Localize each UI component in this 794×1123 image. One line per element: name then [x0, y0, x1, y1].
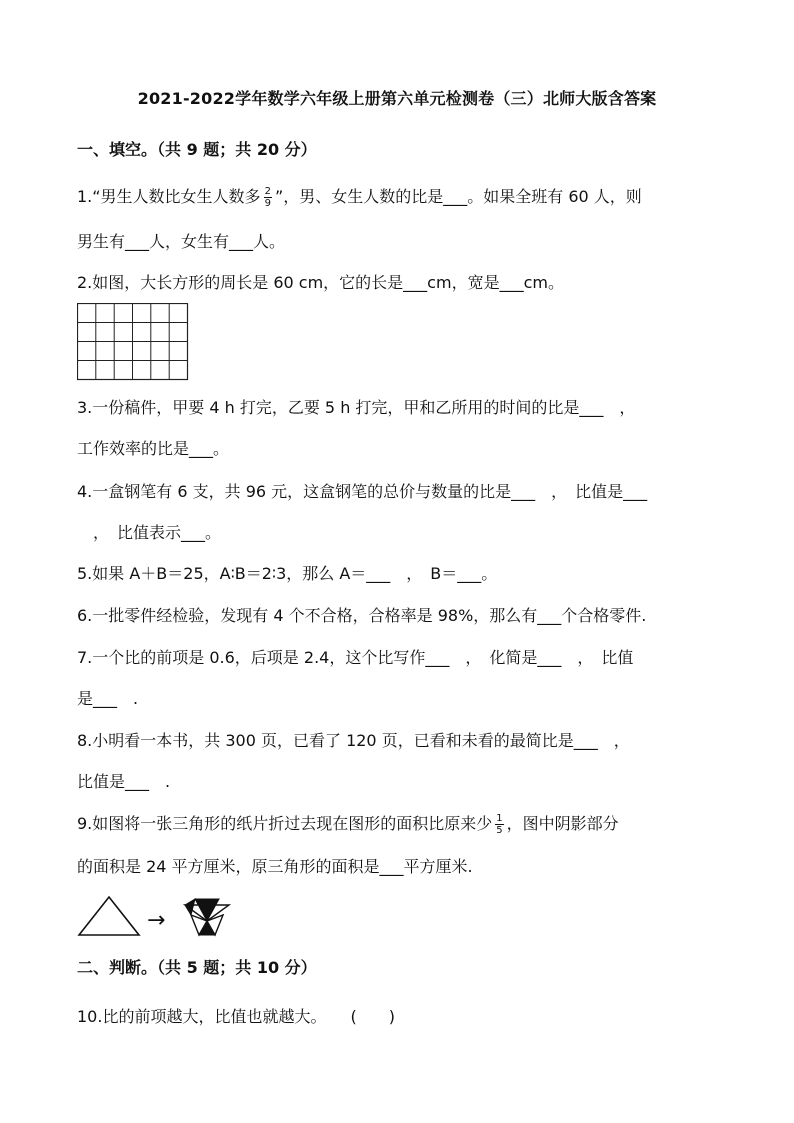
question-1-text-pre: 1.“男生人数比女生人数多 [77, 187, 261, 206]
question-9-text-pre: 9.如图将一张三角形的纸片折过去现在图形的面积比原来少 [77, 814, 493, 833]
triangle-fold-figure [77, 893, 237, 939]
question-9-line-2: 的面积是 24 平方厘米，原三角形的面积是___平方厘米. [77, 857, 473, 876]
question-6: 6.一批零件经检验，发现有 4 个不合格，合格率是 98%，那么有___个合格零件. [77, 606, 647, 625]
question-1-line-2: 男生有___人，女生有___人。 [77, 232, 286, 251]
question-2: 2.如图，大长方形的周长是 60 cm，它的长是___cm，宽是___cm。 [77, 273, 564, 292]
fraction-2-9 [264, 186, 272, 209]
fraction-numerator: 1 [496, 813, 503, 824]
fraction-numerator: 2 [264, 186, 271, 197]
question-1-line-1 [77, 184, 642, 209]
section-heading-judgement: 二、判断。（共 5 题；共 10 分） [77, 958, 317, 977]
question-10: 10.比的前项越大，比值也就越大。 ( ) [77, 1007, 395, 1026]
rectangle-grid-figure [77, 303, 189, 381]
question-8-line-1: 8.小明看一本书，共 300 页，已看了 120 页，已看和未看的最简比是___ ， [77, 731, 630, 750]
fraction-1-5 [495, 813, 503, 836]
question-5: 5.如果 A＋B＝25，A∶B＝2∶3，那么 A＝___ ， B＝___。 [77, 564, 498, 583]
question-7-line-1: 7.一个比的前项是 0.6，后项是 2.4，这个比写作___ ， 化简是___ ， 比值 [77, 648, 634, 667]
question-1-text-post: ”，男、女生人数的比是___。如果全班有 60 人，则 [274, 187, 642, 206]
question-8-line-2: 比值是___ . [77, 772, 171, 791]
original-triangle-shape [79, 897, 139, 935]
question-4-line-2: ， 比值表示___。 [77, 523, 222, 542]
fraction-denominator: 5 [496, 825, 503, 836]
section-heading-fill-in: 一、填空。（共 9 题；共 20 分） [77, 140, 317, 159]
document-title: 2021-2022学年数学六年级上册第六单元检测卷（三）北师大版含答案 [137, 89, 657, 108]
fraction-denominator: 9 [264, 198, 271, 209]
question-9-line-1 [77, 811, 619, 836]
folded-triangle-shape [185, 899, 229, 935]
question-4-line-1: 4.一盒钢笔有 6 支，共 96 元，这盒钢笔的总价与数量的比是___ ， 比值是___ [77, 482, 648, 501]
question-7-line-2: 是___ . [77, 689, 139, 708]
question-3-line-1: 3.一份稿件，甲要 4 h 打完，乙要 5 h 打完，甲和乙所用的时间的比是___ ， [77, 398, 636, 417]
question-3-line-2: 工作效率的比是___。 [77, 439, 230, 458]
question-9-text-post: ，图中阴影部分 [506, 814, 619, 833]
arrow-symbol: → [147, 908, 166, 933]
